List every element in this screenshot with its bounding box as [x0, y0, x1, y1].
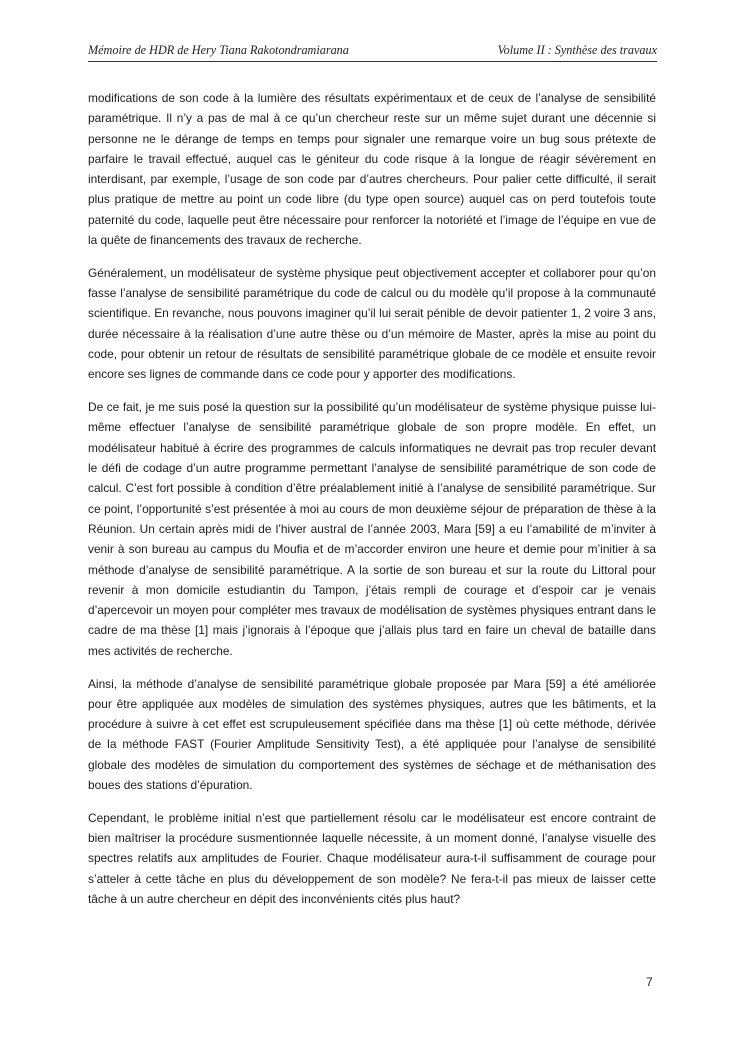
paragraph-4: Ainsi, la méthode d’analyse de sensibilité paramétrique globale proposée par Mara [59] a été améliorée pour être appliquée aux modèles de simulation des systèmes physiques, autres que les bâtiments, et la procédure à suivre à cet effet est scrupuleusement spécifiée dans ma thèse [1] où cette méthode, dérivée de la méthode FAST (Fourier Amplitude Sensitivity Test), a été appliquée pour l’analyse de sensibilité globale des modèles de simulation du comportement des systèmes de séchage et de méthanisation des boues des stations d’épuration. — [88, 676, 656, 792]
paragraph-3: De ce fait, je me suis posé la question sur la possibilité qu’un modélisateur de système physique puisse lui-même effectuer l’analyse de sensibilité paramétrique globale de son propre modèle. En effet, un modélisateur habitué à écrire des programmes de calculs informatiques ne devrait pas trop reculer devant le défi de codage d’un autre programme permettant l’analyse de sensibilité paramétrique de son code de calcul. C’est fort possible à condition d’être préalablement initié à l’analyse de sensibilité paramétrique. Sur ce point, l’opportunité s’est présentée à moi au cours de mon deuxième séjour de préparation de thèse à la Réunion. Un certain après midi de l’hiver austral de l’année 2003, Mara [59] a eu l’amabilité de m’inviter à venir à son bureau au campus du Moufia et de m’accorder environ une heure et demie pour m’initier à sa méthode d’analyse de sensibilité paramétrique. A la sortie de son bureau et sur la route du Littoral pour revenir à mon domicile estudiantin du Tampon, j’étais rempli de courage et d’espoir car je venais d’apercevoir un moyen pour compléter mes travaux de modélisation de systèmes physiques entrant dans le cadre de ma thèse [1] mais j’ignorais à l’époque que j’allais plus tard en faire un cheval de bataille dans mes activités de recherche. — [88, 400, 656, 658]
body-text — [88, 88, 656, 922]
header-author: Mémoire de HDR de Hery Tiana Rakotondramiarana — [88, 43, 349, 57]
page-number: 7 — [646, 975, 653, 989]
paragraph-1: modifications de son code à la lumière des résultats expérimentaux et de ceux de l’analyse de sensibilité paramétrique. Il n’y a pas de mal à ce qu’un chercheur reste sur un même sujet durant une décennie si personne ne le dérange de temps en temps pour signaler une remarque voire un bug sous prétexte de parfaire le travail effectué, auquel cas le géniteur du code risque à la longue de réagir sévèrement en interdisant, par exemple, l’usage de son code par d’autres chercheurs. Pour palier cette difficulté, il serait plus pratique de mettre au point un code libre (du type open source) auquel cas on perd toutefois toute paternité du code, laquelle peut être nécessaire pour renforcer la notoriété et l’image de l’équipe en vue de la quête de financements des travaux de recherche. — [88, 91, 656, 248]
paragraph-5: Cependant, le problème initial n’est que partiellement résolu car le modélisateur est encore contraint de bien maîtriser la procédure susmentionnée laquelle nécessite, à un moment donné, l’analyse visuelle des spectres relatifs aux amplitudes de Fourier. Chaque modélisateur aura-t-il suffisamment de courage pour s’atteler à cette tâche en plus du développement de son modèle? Ne fera-t-il pas mieux de laisser cette tâche à un autre chercheur en dépit des inconvénients cités plus haut? — [88, 810, 656, 906]
paragraph-2: Généralement, un modélisateur de système physique peut objectivement accepter et collaborer pour qu’on fasse l’analyse de sensibilité paramétrique du code de calcul ou du modèle qu’il propose à la communauté scientifique. En revanche, nous pouvons imaginer qu’il lui serait pénible de devoir patienter 1, 2 voire 3 ans, durée nécessaire à la réalisation d’une autre thèse ou d’un mémoire de Master, après la mise au point du code, pour obtenir un retour de résultats de sensibilité paramétrique globale de ce modèle et ensuite revoir encore ses lignes de commande dans ce code pour y apporter des modifications. — [88, 265, 656, 382]
running-header — [88, 43, 657, 62]
header-volume: Volume II : Synthèse des travaux — [497, 43, 657, 57]
